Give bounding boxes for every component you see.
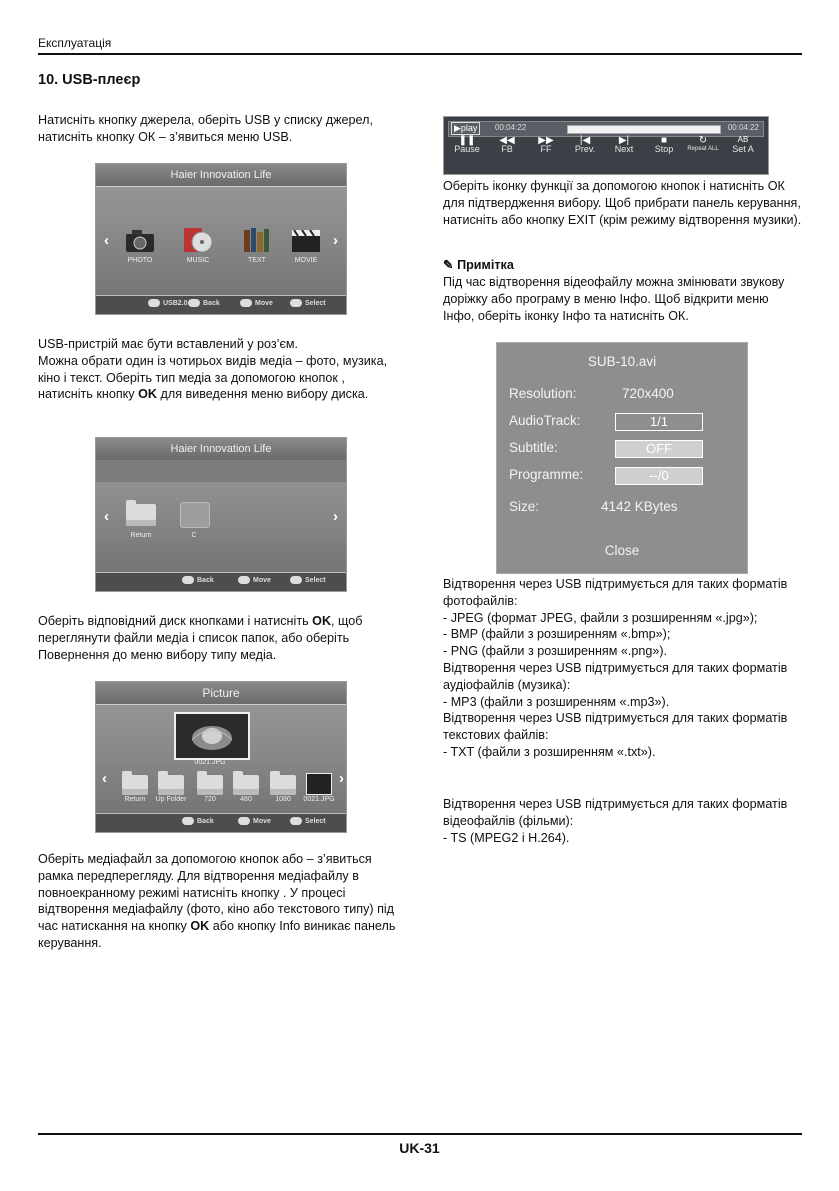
usb-key-icon — [148, 299, 160, 307]
left-paragraph-2: USB-пристрій має бути вставлений у роз’єм. Можна обрати один із чотирьох видів медіа – фото, музика, кіно і текст. Оберіть тип медіа за допомогою кнопок , натисніть кнопку OK для виведення меню вибору диска. — [38, 337, 388, 402]
screen-title: Haier Innovation Life — [96, 164, 346, 187]
usb-media-screen — [95, 163, 347, 315]
page-number: UK-31 — [399, 1140, 440, 1156]
format-line: Відтворення через USB підтримується для таких форматів текстових файлів: — [443, 711, 788, 743]
preview-filename: 0021.JPG — [194, 759, 226, 766]
return-folder-icon[interactable] — [122, 775, 148, 795]
set-ab-label: Set A — [732, 144, 754, 154]
item-return-label: Return — [130, 532, 152, 539]
video-format-line: - TS (MPEG2 і H.264). — [443, 830, 570, 845]
format-line: - JPEG (формат JPEG, файли з розширенням «.jpg»); — [443, 610, 758, 625]
clapperboard-icon[interactable] — [290, 226, 322, 254]
item-photo-label: PHOTO — [127, 257, 153, 264]
item-jpg-label: 0021.JPG — [303, 796, 335, 803]
left-arrow-icon: ‹ — [104, 508, 109, 525]
disk-drive-icon[interactable] — [180, 502, 210, 528]
progress-track[interactable] — [567, 125, 721, 134]
format-line: - BMP (файли з розширенням «.bmp»); — [443, 627, 671, 642]
video-formats — [443, 796, 803, 846]
camera-icon[interactable] — [124, 226, 156, 254]
picture-browser-screen — [95, 681, 347, 833]
format-line: Відтворення через USB підтримується для таких форматів аудіофайлів (музика): — [443, 660, 788, 692]
item-up-folder-label: Up Folder — [155, 796, 187, 803]
screen-hint-bar: Back Move Select — [96, 813, 346, 832]
size-value: 4142 KBytes — [601, 499, 678, 514]
info-dialog — [496, 342, 748, 574]
previous-icon[interactable]: |◀ — [579, 135, 591, 146]
item-disk-label: C — [191, 532, 197, 539]
running-header: Експлуатація — [38, 36, 112, 50]
move-key-icon — [238, 576, 250, 584]
repeat-icon[interactable]: ↻ — [698, 135, 708, 146]
pause-label: Pause — [454, 144, 480, 154]
screen-title: Haier Innovation Life — [96, 438, 346, 461]
note-heading: ✎ Примітка — [443, 258, 514, 272]
return-folder-icon[interactable] — [126, 504, 156, 526]
disk-select-screen — [95, 437, 347, 592]
ok-key-icon — [290, 299, 302, 307]
fast-forward-icon[interactable]: ▶▶ — [538, 135, 554, 146]
up-folder-icon[interactable] — [158, 775, 184, 795]
audiotrack-label: AudioTrack: — [509, 413, 581, 428]
right-arrow-icon: › — [333, 232, 338, 249]
left-arrow-icon: ‹ — [102, 770, 107, 787]
item-return-label: Return — [124, 796, 146, 803]
folder-icon[interactable] — [197, 775, 223, 795]
play-indicator: ▶play — [451, 122, 480, 135]
item-movie-label: MOVIE — [294, 257, 318, 264]
exit-key-icon — [182, 576, 194, 584]
time-elapsed: 00:04:22 — [495, 123, 527, 132]
programme-field[interactable]: --/0 — [615, 467, 703, 485]
video-format-line: Відтворення через USB підтримується для таких форматів відеофайлів (фільми): — [443, 797, 788, 828]
time-total: 00:04:22 — [727, 123, 759, 132]
right-paragraph-1: Оберіть іконку функції за допомогою кнопок і натисніть ОК для підтвердження вибору. Щоб прибрати панель керування, натисніть або кнопку EXIT (крім режиму відтворення музики). — [443, 179, 802, 227]
move-key-icon — [238, 817, 250, 825]
resolution-label: Resolution: — [509, 386, 577, 401]
left-arrow-icon: ‹ — [104, 232, 109, 249]
left-paragraph-1: Натисніть кнопку джерела, оберіть USB у списку джерел, натисніть кнопку ОК – з’явиться меню USB. — [38, 113, 373, 144]
ok-key-icon — [290, 817, 302, 825]
playback-control-bar — [443, 116, 769, 175]
folder-icon[interactable] — [270, 775, 296, 795]
exit-key-icon — [182, 817, 194, 825]
stop-label: Stop — [654, 144, 674, 154]
right-arrow-icon: › — [333, 508, 338, 525]
progress-fill — [568, 126, 720, 133]
screen-hint-bar: Back Move Select — [96, 572, 346, 591]
move-key-icon — [240, 299, 252, 307]
format-line: Відтворення через USB підтримується для таких форматів фотофайлів: — [443, 577, 788, 608]
format-line: - PNG (файли з розширенням «.png»). — [443, 644, 668, 659]
set-ab-icon[interactable]: AB — [737, 135, 749, 144]
next-icon[interactable]: ▶| — [618, 135, 630, 146]
item-480-label: 480 — [240, 796, 252, 803]
screen-title: Picture — [96, 682, 346, 705]
stop-icon[interactable]: ■ — [660, 135, 668, 146]
format-line: - MP3 (файли з розширенням «.mp3»). — [443, 694, 670, 709]
fast-forward-label: FF — [540, 144, 552, 154]
subtitle-field[interactable]: OFF — [615, 440, 703, 458]
pause-icon[interactable]: ❚❚ — [458, 135, 476, 146]
right-arrow-icon: › — [339, 770, 344, 787]
fast-back-icon[interactable]: ◀◀ — [499, 135, 515, 146]
pencil-icon: ✎ — [443, 258, 454, 272]
ok-key-icon — [290, 576, 302, 584]
subtitle-label: Subtitle: — [509, 440, 558, 455]
section-title: 10. USB-плеєр — [38, 72, 141, 88]
preview-image — [174, 712, 250, 760]
item-music-label: MUSIC — [186, 257, 210, 264]
audiotrack-field[interactable]: 1/1 — [615, 413, 703, 431]
fast-back-label: FB — [501, 144, 513, 154]
note-text: Під час відтворення відеофайлу можна змінювати звукову доріжку або програму в меню Інфо. Щоб відкрити меню Інфо, оберіть іконку Інфо та натисніть ОК. — [443, 275, 785, 323]
books-icon[interactable] — [241, 226, 273, 254]
exit-key-icon — [188, 299, 200, 307]
programme-label: Programme: — [509, 467, 584, 482]
info-filename: SUB-10.avi — [587, 354, 657, 369]
size-label: Size: — [509, 499, 540, 514]
next-label: Next — [614, 144, 634, 154]
resolution-value: 720x400 — [622, 386, 674, 401]
left-paragraph-4: Оберіть медіафайл за допомогою кнопок або – з’явиться рамка передперегляду. Для відтворення медіафайлу в повноекранному режимі натисніть кнопку . У процесі відтворення медіафайлу (фото, кіно або текстового типу) під час натискання на кнопку OK або кнопку Info виникає панель керування. — [38, 852, 396, 950]
format-line: - TXT (файли з розширенням «.txt»). — [443, 744, 656, 759]
item-text-label: TEXT — [248, 257, 266, 264]
left-paragraph-3: Оберіть відповідний диск кнопками і натисніть OK, щоб переглянути файли медіа і список папок, або оберіть Повернення до меню вибору типу медіа. — [38, 614, 363, 662]
item-1080-label: 1080 — [275, 796, 291, 803]
previous-label: Prev. — [574, 144, 596, 154]
image-thumbnail-icon[interactable] — [306, 773, 332, 795]
footer-rule — [38, 1133, 802, 1135]
folder-icon[interactable] — [233, 775, 259, 795]
formats-list — [443, 576, 803, 761]
close-button[interactable]: Close — [604, 543, 640, 558]
screen-hint-bar: USB2.0 Back Move Select — [96, 295, 346, 314]
item-720-label: 720 — [204, 796, 216, 803]
header-rule — [38, 53, 802, 55]
repeat-label: Repeat ALL — [687, 146, 719, 152]
music-icon[interactable] — [182, 226, 214, 254]
